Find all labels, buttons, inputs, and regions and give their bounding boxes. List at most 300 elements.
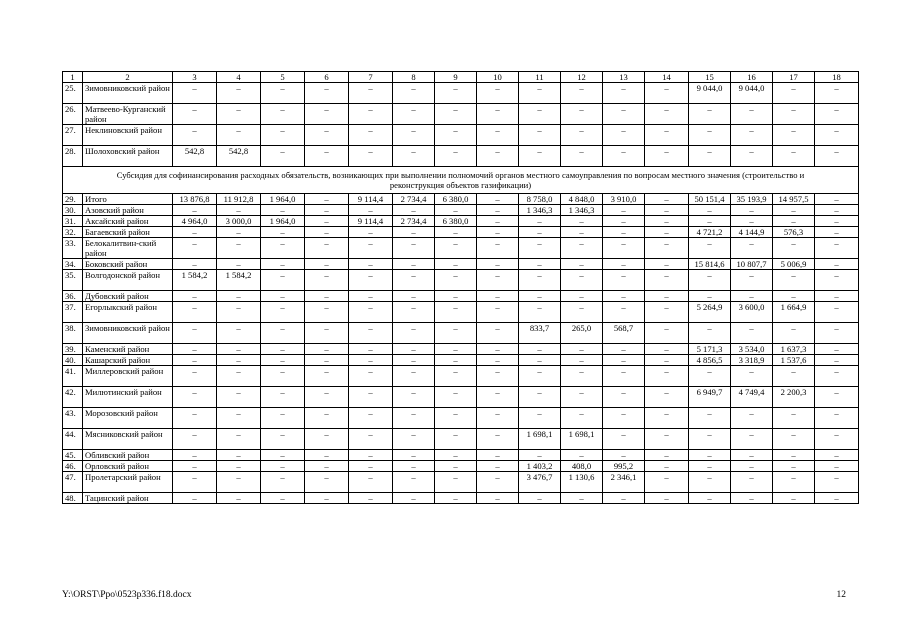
table-cell: – (217, 104, 261, 125)
table-cell: 5 264,9 (689, 302, 731, 323)
table-row (63, 450, 859, 461)
district-name: Шолоховский район (83, 146, 173, 167)
table-cell: – (349, 323, 393, 344)
table-cell: – (393, 238, 435, 259)
table-cell: – (603, 302, 645, 323)
column-header: 17 (773, 72, 815, 83)
table-cell: – (731, 450, 773, 461)
table-cell: – (305, 238, 349, 259)
table-cell: – (773, 83, 815, 104)
table-cell: – (773, 270, 815, 291)
row-number: 28. (63, 146, 83, 167)
table-cell: – (305, 408, 349, 429)
table-cell: – (603, 83, 645, 104)
district-name: Неклиновский район (83, 125, 173, 146)
table-cell: – (731, 493, 773, 504)
table-cell: – (305, 146, 349, 167)
column-header: 6 (305, 72, 349, 83)
table-cell: – (173, 104, 217, 125)
table-cell: 4 856,5 (689, 355, 731, 366)
table-cell: – (393, 408, 435, 429)
table-row (63, 461, 859, 472)
table-cell: – (349, 429, 393, 450)
district-name: Обливский район (83, 450, 173, 461)
table-cell: – (815, 302, 859, 323)
table-cell: – (815, 227, 859, 238)
table-cell: – (349, 461, 393, 472)
table-cell: – (393, 270, 435, 291)
table-cell: – (561, 302, 603, 323)
table-cell: – (217, 125, 261, 146)
table-cell: – (519, 83, 561, 104)
table-cell: – (773, 125, 815, 146)
table-cell: 6 949,7 (689, 387, 731, 408)
table-cell: – (561, 408, 603, 429)
table-cell: – (349, 344, 393, 355)
table-cell: – (773, 205, 815, 216)
table-cell: – (393, 493, 435, 504)
table-cell: – (217, 323, 261, 344)
table-cell: – (173, 259, 217, 270)
table-cell: – (561, 83, 603, 104)
table-cell: – (603, 216, 645, 227)
row-number: 33. (63, 238, 83, 259)
table-cell: – (349, 408, 393, 429)
table-cell: – (305, 493, 349, 504)
table-cell: – (645, 344, 689, 355)
table-cell: – (435, 291, 477, 302)
column-header: 8 (393, 72, 435, 83)
table-cell: – (561, 216, 603, 227)
table-cell: 1 584,2 (173, 270, 217, 291)
table-cell: – (477, 104, 519, 125)
table-row (63, 387, 859, 408)
table-cell: – (393, 355, 435, 366)
table-cell: – (477, 302, 519, 323)
table-cell: – (393, 291, 435, 302)
table-cell: 4 721,2 (689, 227, 731, 238)
table-cell: – (217, 493, 261, 504)
table-cell: – (349, 238, 393, 259)
table-cell: – (305, 194, 349, 205)
row-number: 25. (63, 83, 83, 104)
column-header: 2 (83, 72, 173, 83)
district-name: Матвеево-Курганский район (83, 104, 173, 125)
table-cell: – (645, 302, 689, 323)
table-cell: – (731, 238, 773, 259)
table-cell: – (815, 83, 859, 104)
district-name: Зимовниковский район (83, 323, 173, 344)
table-cell: – (519, 227, 561, 238)
table-cell: – (645, 408, 689, 429)
table-cell: – (435, 408, 477, 429)
table-cell: – (349, 302, 393, 323)
column-header: 11 (519, 72, 561, 83)
table-cell: – (561, 270, 603, 291)
table-cell: – (305, 259, 349, 270)
table-cell: 9 114,4 (349, 194, 393, 205)
table-row (63, 429, 859, 450)
table-cell: – (173, 323, 217, 344)
column-header: 5 (261, 72, 305, 83)
district-name: Мясниковский район (83, 429, 173, 450)
district-name: Кашарский район (83, 355, 173, 366)
table-cell: – (305, 355, 349, 366)
table-row (63, 205, 859, 216)
table-cell: 35 193,9 (731, 194, 773, 205)
table-cell: 3 534,0 (731, 344, 773, 355)
table-row (63, 493, 859, 504)
table-cell: – (645, 387, 689, 408)
table-cell: – (773, 238, 815, 259)
row-number: 48. (63, 493, 83, 504)
table-cell: – (815, 259, 859, 270)
table-cell: – (305, 227, 349, 238)
table-cell: – (393, 429, 435, 450)
table-cell: 1 346,3 (519, 205, 561, 216)
row-number: 46. (63, 461, 83, 472)
table-cell: – (689, 429, 731, 450)
column-header: 16 (731, 72, 773, 83)
table-row (63, 323, 859, 344)
table-cell: – (435, 493, 477, 504)
table-cell: 9 114,4 (349, 216, 393, 227)
table-cell: – (561, 355, 603, 366)
row-number: 32. (63, 227, 83, 238)
table-cell: – (519, 450, 561, 461)
table-cell: – (561, 493, 603, 504)
table-cell: 11 912,8 (217, 194, 261, 205)
table-cell: – (173, 366, 217, 387)
table-cell: – (349, 472, 393, 493)
table-cell: – (393, 125, 435, 146)
row-number: 35. (63, 270, 83, 291)
table-cell: – (773, 366, 815, 387)
row-number: 45. (63, 450, 83, 461)
table-cell: 1 964,0 (261, 216, 305, 227)
table-cell: 10 807,7 (731, 259, 773, 270)
table-cell: – (435, 83, 477, 104)
table-cell: – (603, 366, 645, 387)
table-cell: – (435, 238, 477, 259)
district-name: Волгодонской район (83, 270, 173, 291)
table-cell: – (731, 408, 773, 429)
table-cell: 2 734,4 (393, 194, 435, 205)
table-cell: – (349, 493, 393, 504)
table-cell: 2 200,3 (773, 387, 815, 408)
table-cell: – (261, 408, 305, 429)
table-cell: 3 000,0 (217, 216, 261, 227)
district-name: Боковский район (83, 259, 173, 270)
table-cell: – (261, 205, 305, 216)
table-cell: – (393, 146, 435, 167)
district-name: Морозовский район (83, 408, 173, 429)
table-cell: – (261, 125, 305, 146)
table-cell: – (349, 83, 393, 104)
table-cell: – (435, 104, 477, 125)
table-cell: 2 734,4 (393, 216, 435, 227)
table-cell: – (731, 461, 773, 472)
district-name: Зимовниковский район (83, 83, 173, 104)
table-cell: – (217, 83, 261, 104)
table-cell: – (435, 205, 477, 216)
table-cell: – (731, 291, 773, 302)
table-cell: – (689, 323, 731, 344)
table-cell: 1 964,0 (261, 194, 305, 205)
table-cell: – (815, 366, 859, 387)
table-cell: 408,0 (561, 461, 603, 472)
district-name: Тацинский район (83, 493, 173, 504)
table-cell: – (773, 291, 815, 302)
table-cell: 3 476,7 (519, 472, 561, 493)
table-cell: – (603, 238, 645, 259)
row-number: 37. (63, 302, 83, 323)
table-cell: – (261, 227, 305, 238)
table-cell: – (603, 146, 645, 167)
table-cell: – (435, 461, 477, 472)
table-cell: – (261, 83, 305, 104)
table-cell: – (477, 408, 519, 429)
table-cell: 576,3 (773, 227, 815, 238)
table-cell: – (393, 104, 435, 125)
district-name: Орловский район (83, 461, 173, 472)
column-header: 10 (477, 72, 519, 83)
table-cell: – (477, 493, 519, 504)
table-cell: – (773, 323, 815, 344)
table-row (63, 104, 859, 125)
table-cell: – (519, 302, 561, 323)
table-cell: – (815, 125, 859, 146)
table-cell: – (731, 366, 773, 387)
district-name: Белокалитвин-ский район (83, 238, 173, 259)
table-cell: – (305, 104, 349, 125)
table-cell: – (561, 146, 603, 167)
table-cell: – (305, 450, 349, 461)
table-cell: – (645, 125, 689, 146)
table-cell: 833,7 (519, 323, 561, 344)
table-cell: – (773, 461, 815, 472)
table-cell: – (561, 238, 603, 259)
table-cell: – (173, 493, 217, 504)
table-cell: – (435, 429, 477, 450)
table-cell: – (561, 450, 603, 461)
page-number: 12 (836, 590, 846, 600)
table-cell: – (689, 146, 731, 167)
table-cell: – (305, 125, 349, 146)
table-cell: – (773, 146, 815, 167)
table-cell: – (393, 387, 435, 408)
table-cell: 14 957,5 (773, 194, 815, 205)
table-cell: – (349, 104, 393, 125)
table-cell: – (645, 461, 689, 472)
table-row (63, 227, 859, 238)
table-cell: – (603, 259, 645, 270)
table-cell: – (173, 291, 217, 302)
table-cell: – (731, 323, 773, 344)
table-row (63, 344, 859, 355)
table-cell: – (173, 227, 217, 238)
table-cell: – (173, 83, 217, 104)
table-cell: – (349, 450, 393, 461)
section-title-row (63, 167, 859, 194)
table-cell: – (349, 146, 393, 167)
table-cell: 995,2 (603, 461, 645, 472)
table-cell: – (645, 227, 689, 238)
table-cell: – (689, 408, 731, 429)
table-cell: 1 637,3 (773, 344, 815, 355)
table-cell: – (305, 323, 349, 344)
table-cell: – (477, 291, 519, 302)
table-cell: – (773, 429, 815, 450)
table-cell: 3 910,0 (603, 194, 645, 205)
table-cell: – (519, 270, 561, 291)
district-name: Азовский район (83, 205, 173, 216)
table-cell: 4 848,0 (561, 194, 603, 205)
table-cell: – (393, 227, 435, 238)
table-cell: – (173, 205, 217, 216)
table-cell: 4 964,0 (173, 216, 217, 227)
table-cell: – (561, 125, 603, 146)
table-cell: – (603, 387, 645, 408)
column-header: 9 (435, 72, 477, 83)
table-cell: – (435, 387, 477, 408)
table-cell: 1 698,1 (519, 429, 561, 450)
table-cell: – (603, 291, 645, 302)
table-cell: – (349, 259, 393, 270)
table-cell: – (435, 302, 477, 323)
table-cell: – (217, 408, 261, 429)
table-cell: – (261, 270, 305, 291)
row-number: 29. (63, 194, 83, 205)
table-row (63, 83, 859, 104)
table-cell: – (261, 323, 305, 344)
table-cell: – (731, 104, 773, 125)
table-cell: – (261, 472, 305, 493)
table-cell: – (603, 344, 645, 355)
table-cell: – (173, 387, 217, 408)
table-cell: – (689, 450, 731, 461)
column-header: 14 (645, 72, 689, 83)
column-header: 4 (217, 72, 261, 83)
table-cell: – (561, 366, 603, 387)
table-cell: – (603, 104, 645, 125)
table-cell: – (173, 344, 217, 355)
table-cell: – (603, 408, 645, 429)
row-number: 39. (63, 344, 83, 355)
table-cell: 1 698,1 (561, 429, 603, 450)
section-title: Субсидия для софинансирования расходных обязательств, возникающих при выполнении полномочий органов местного самоуправления по вопросам местного значения (строительство и реконструкция объектов газификации) (63, 167, 859, 194)
table-cell: – (435, 323, 477, 344)
table-cell: – (393, 83, 435, 104)
table-cell: – (477, 387, 519, 408)
row-number: 31. (63, 216, 83, 227)
table-cell: – (305, 366, 349, 387)
table-cell: – (477, 227, 519, 238)
table-cell: – (217, 472, 261, 493)
district-name: Аксайский район (83, 216, 173, 227)
table-cell: – (477, 194, 519, 205)
table-cell: – (261, 238, 305, 259)
row-number: 42. (63, 387, 83, 408)
table-cell: – (217, 302, 261, 323)
table-cell: – (435, 355, 477, 366)
table-cell: – (645, 493, 689, 504)
table-cell: – (773, 408, 815, 429)
table-cell: – (815, 493, 859, 504)
row-number: 40. (63, 355, 83, 366)
table-cell: – (689, 205, 731, 216)
table-cell: – (815, 472, 859, 493)
district-name: Пролетарский район (83, 472, 173, 493)
table-cell: – (477, 125, 519, 146)
table-cell: – (645, 355, 689, 366)
table-cell: – (645, 270, 689, 291)
column-header: 13 (603, 72, 645, 83)
table-cell: – (519, 408, 561, 429)
table-cell: – (815, 216, 859, 227)
column-header: 3 (173, 72, 217, 83)
table-cell: – (731, 146, 773, 167)
table-cell: – (435, 450, 477, 461)
row-number: 27. (63, 125, 83, 146)
table-cell: – (261, 302, 305, 323)
district-name: Егорлыкский район (83, 302, 173, 323)
row-number: 30. (63, 205, 83, 216)
table-cell: – (261, 493, 305, 504)
table-cell: 1 130,6 (561, 472, 603, 493)
table-cell: – (217, 344, 261, 355)
table-cell: 9 044,0 (689, 83, 731, 104)
table-cell: – (217, 366, 261, 387)
column-header: 12 (561, 72, 603, 83)
table-cell: – (519, 125, 561, 146)
table-cell: – (477, 238, 519, 259)
table-cell: 50 151,4 (689, 194, 731, 205)
district-name: Дубовский район (83, 291, 173, 302)
table-cell: – (815, 355, 859, 366)
table-cell: 542,8 (217, 146, 261, 167)
table-cell: – (815, 291, 859, 302)
table-cell: 8 758,0 (519, 194, 561, 205)
table-cell: – (393, 205, 435, 216)
table-cell: – (815, 344, 859, 355)
column-header: 18 (815, 72, 859, 83)
table-cell: – (689, 104, 731, 125)
table-cell: – (561, 227, 603, 238)
table-cell: – (305, 302, 349, 323)
table-cell: – (477, 216, 519, 227)
table-cell: – (773, 104, 815, 125)
table-cell: – (689, 125, 731, 146)
table-cell: – (519, 344, 561, 355)
table-cell: – (519, 493, 561, 504)
table-cell: – (217, 259, 261, 270)
district-name: Итого (83, 194, 173, 205)
table-cell: 9 044,0 (731, 83, 773, 104)
table-cell: – (217, 461, 261, 472)
table-cell: – (393, 461, 435, 472)
table-cell: – (603, 450, 645, 461)
table-cell: – (519, 146, 561, 167)
table-cell: – (645, 291, 689, 302)
table-cell: – (773, 450, 815, 461)
table-cell: – (173, 238, 217, 259)
row-number: 44. (63, 429, 83, 450)
table-cell: – (261, 344, 305, 355)
table-cell: – (815, 408, 859, 429)
document-path: Y:\ORST\Ppo\0523p336.f18.docx (62, 590, 192, 600)
table-cell: – (689, 472, 731, 493)
